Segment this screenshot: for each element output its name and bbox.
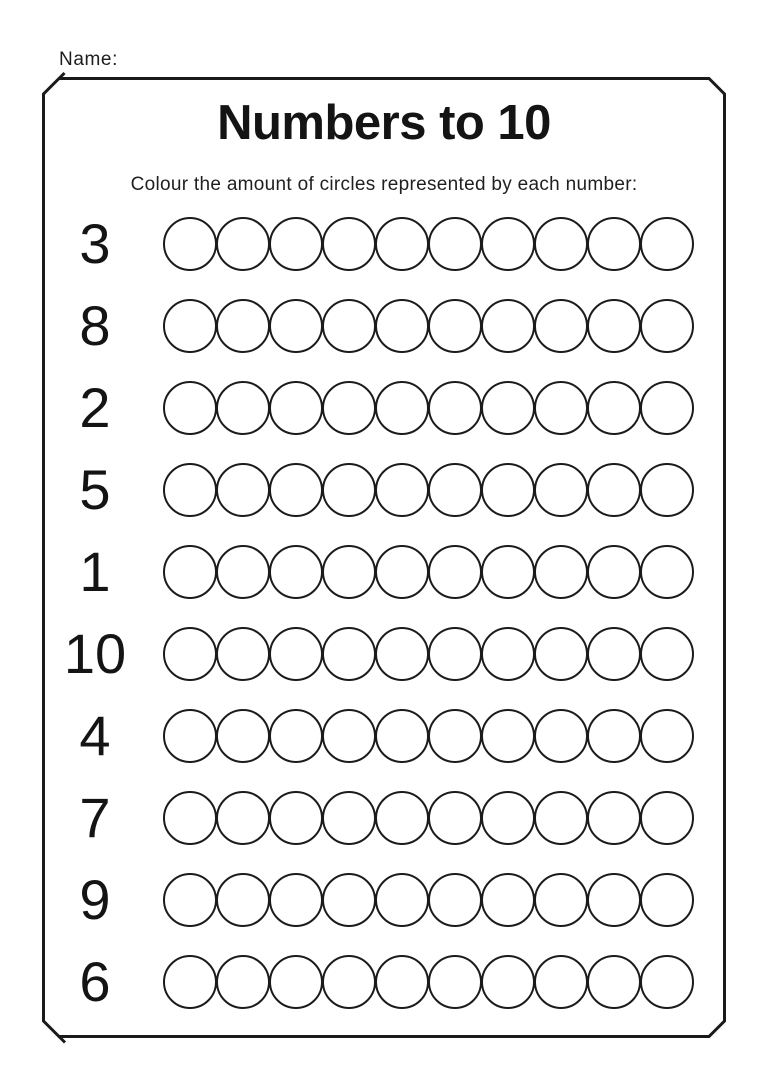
colour-circle[interactable] [269, 955, 323, 1009]
circle-group [163, 217, 694, 271]
colour-circle[interactable] [640, 217, 694, 271]
colour-circle[interactable] [428, 463, 482, 517]
colour-circle[interactable] [428, 299, 482, 353]
colour-circle[interactable] [640, 545, 694, 599]
colour-circle[interactable] [481, 873, 535, 927]
colour-circle[interactable] [428, 545, 482, 599]
colour-circle[interactable] [640, 873, 694, 927]
circle-group [163, 381, 694, 435]
row-number-label: 7 [79, 786, 111, 849]
colour-circle[interactable] [375, 217, 429, 271]
colour-circle[interactable] [216, 873, 270, 927]
colour-circle[interactable] [322, 299, 376, 353]
colour-circle[interactable] [640, 955, 694, 1009]
colour-circle[interactable] [322, 791, 376, 845]
colour-circle[interactable] [428, 381, 482, 435]
colour-circle[interactable] [216, 381, 270, 435]
colour-circle[interactable] [322, 709, 376, 763]
colour-circle[interactable] [269, 791, 323, 845]
colour-circle[interactable] [216, 709, 270, 763]
colour-circle[interactable] [640, 791, 694, 845]
colour-circle[interactable] [640, 463, 694, 517]
colour-circle[interactable] [534, 545, 588, 599]
colour-circle[interactable] [375, 299, 429, 353]
colour-circle[interactable] [640, 627, 694, 681]
colour-circle[interactable] [269, 299, 323, 353]
colour-circle[interactable] [428, 627, 482, 681]
colour-circle[interactable] [534, 299, 588, 353]
name-field-label[interactable]: Name: [59, 49, 118, 70]
colour-circle[interactable] [375, 709, 429, 763]
colour-circle[interactable] [428, 791, 482, 845]
colour-circle[interactable] [216, 299, 270, 353]
row-number-label: 8 [79, 294, 111, 357]
colour-circle[interactable] [322, 955, 376, 1009]
colour-circle[interactable] [163, 873, 217, 927]
colour-circle[interactable] [587, 873, 641, 927]
colour-circle[interactable] [322, 873, 376, 927]
colour-circle[interactable] [269, 545, 323, 599]
colour-circle[interactable] [428, 955, 482, 1009]
colour-circle[interactable] [163, 545, 217, 599]
colour-circle[interactable] [322, 463, 376, 517]
colour-circle[interactable] [216, 545, 270, 599]
number-row [42, 695, 726, 777]
colour-circle[interactable] [481, 463, 535, 517]
number-row [42, 777, 726, 859]
circle-group [163, 791, 694, 845]
colour-circle[interactable] [481, 217, 535, 271]
colour-circle[interactable] [587, 955, 641, 1009]
circle-group [163, 873, 694, 927]
colour-circle[interactable] [269, 627, 323, 681]
number-row [42, 285, 726, 367]
colour-circle[interactable] [534, 217, 588, 271]
colour-circle[interactable] [375, 381, 429, 435]
colour-circle[interactable] [216, 955, 270, 1009]
worksheet-frame [42, 77, 726, 1038]
row-number-label: 4 [79, 704, 111, 767]
colour-circle[interactable] [534, 873, 588, 927]
colour-circle[interactable] [216, 627, 270, 681]
colour-circle[interactable] [587, 299, 641, 353]
colour-circle[interactable] [322, 545, 376, 599]
number-row [42, 531, 726, 613]
number-row [42, 941, 726, 1023]
colour-circle[interactable] [481, 545, 535, 599]
colour-circle[interactable] [163, 627, 217, 681]
circle-group [163, 709, 694, 763]
colour-circle[interactable] [216, 217, 270, 271]
colour-circle[interactable] [534, 955, 588, 1009]
number-row [42, 613, 726, 695]
row-number-label: 10 [63, 622, 127, 685]
row-number-label: 5 [79, 458, 111, 521]
colour-circle[interactable] [534, 627, 588, 681]
colour-circle[interactable] [481, 299, 535, 353]
colour-circle[interactable] [375, 545, 429, 599]
colour-circle[interactable] [428, 217, 482, 271]
colour-circle[interactable] [163, 381, 217, 435]
circle-group [163, 545, 694, 599]
circle-group [163, 463, 694, 517]
circle-group [163, 955, 694, 1009]
circle-group [163, 299, 694, 353]
colour-circle[interactable] [163, 955, 217, 1009]
colour-circle[interactable] [534, 381, 588, 435]
colour-circle[interactable] [587, 545, 641, 599]
colour-circle[interactable] [269, 873, 323, 927]
colour-circle[interactable] [375, 791, 429, 845]
colour-circle[interactable] [163, 791, 217, 845]
colour-circle[interactable] [534, 791, 588, 845]
colour-circle[interactable] [322, 217, 376, 271]
worksheet-instructions: Colour the amount of circles represented by each number: [130, 174, 638, 195]
colour-circle[interactable] [640, 709, 694, 763]
colour-circle[interactable] [269, 217, 323, 271]
colour-circle[interactable] [481, 791, 535, 845]
number-rows [42, 203, 726, 1023]
colour-circle[interactable] [163, 463, 217, 517]
colour-circle[interactable] [216, 791, 270, 845]
colour-circle[interactable] [269, 381, 323, 435]
colour-circle[interactable] [534, 709, 588, 763]
colour-circle[interactable] [216, 463, 270, 517]
row-number-label: 3 [79, 212, 111, 275]
colour-circle[interactable] [375, 463, 429, 517]
colour-circle[interactable] [587, 791, 641, 845]
colour-circle[interactable] [322, 627, 376, 681]
colour-circle[interactable] [481, 381, 535, 435]
row-number-label: 6 [79, 950, 111, 1013]
worksheet-title: Numbers to 10 [217, 96, 551, 150]
row-number-label: 9 [79, 868, 111, 931]
colour-circle[interactable] [322, 381, 376, 435]
colour-circle[interactable] [375, 955, 429, 1009]
colour-circle[interactable] [587, 381, 641, 435]
colour-circle[interactable] [163, 709, 217, 763]
colour-circle[interactable] [587, 627, 641, 681]
colour-circle[interactable] [428, 709, 482, 763]
colour-circle[interactable] [269, 709, 323, 763]
colour-circle[interactable] [163, 217, 217, 271]
number-row [42, 449, 726, 531]
colour-circle[interactable] [640, 299, 694, 353]
row-number-label: 2 [79, 376, 111, 439]
colour-circle[interactable] [587, 217, 641, 271]
colour-circle[interactable] [269, 463, 323, 517]
circle-group [163, 627, 694, 681]
colour-circle[interactable] [428, 873, 482, 927]
number-row [42, 367, 726, 449]
colour-circle[interactable] [375, 627, 429, 681]
colour-circle[interactable] [534, 463, 588, 517]
colour-circle[interactable] [640, 381, 694, 435]
colour-circle[interactable] [481, 709, 535, 763]
colour-circle[interactable] [481, 627, 535, 681]
colour-circle[interactable] [587, 709, 641, 763]
number-row [42, 203, 726, 285]
colour-circle[interactable] [375, 873, 429, 927]
row-number-label: 1 [79, 540, 111, 603]
colour-circle[interactable] [587, 463, 641, 517]
number-row [42, 859, 726, 941]
colour-circle[interactable] [481, 955, 535, 1009]
colour-circle[interactable] [163, 299, 217, 353]
